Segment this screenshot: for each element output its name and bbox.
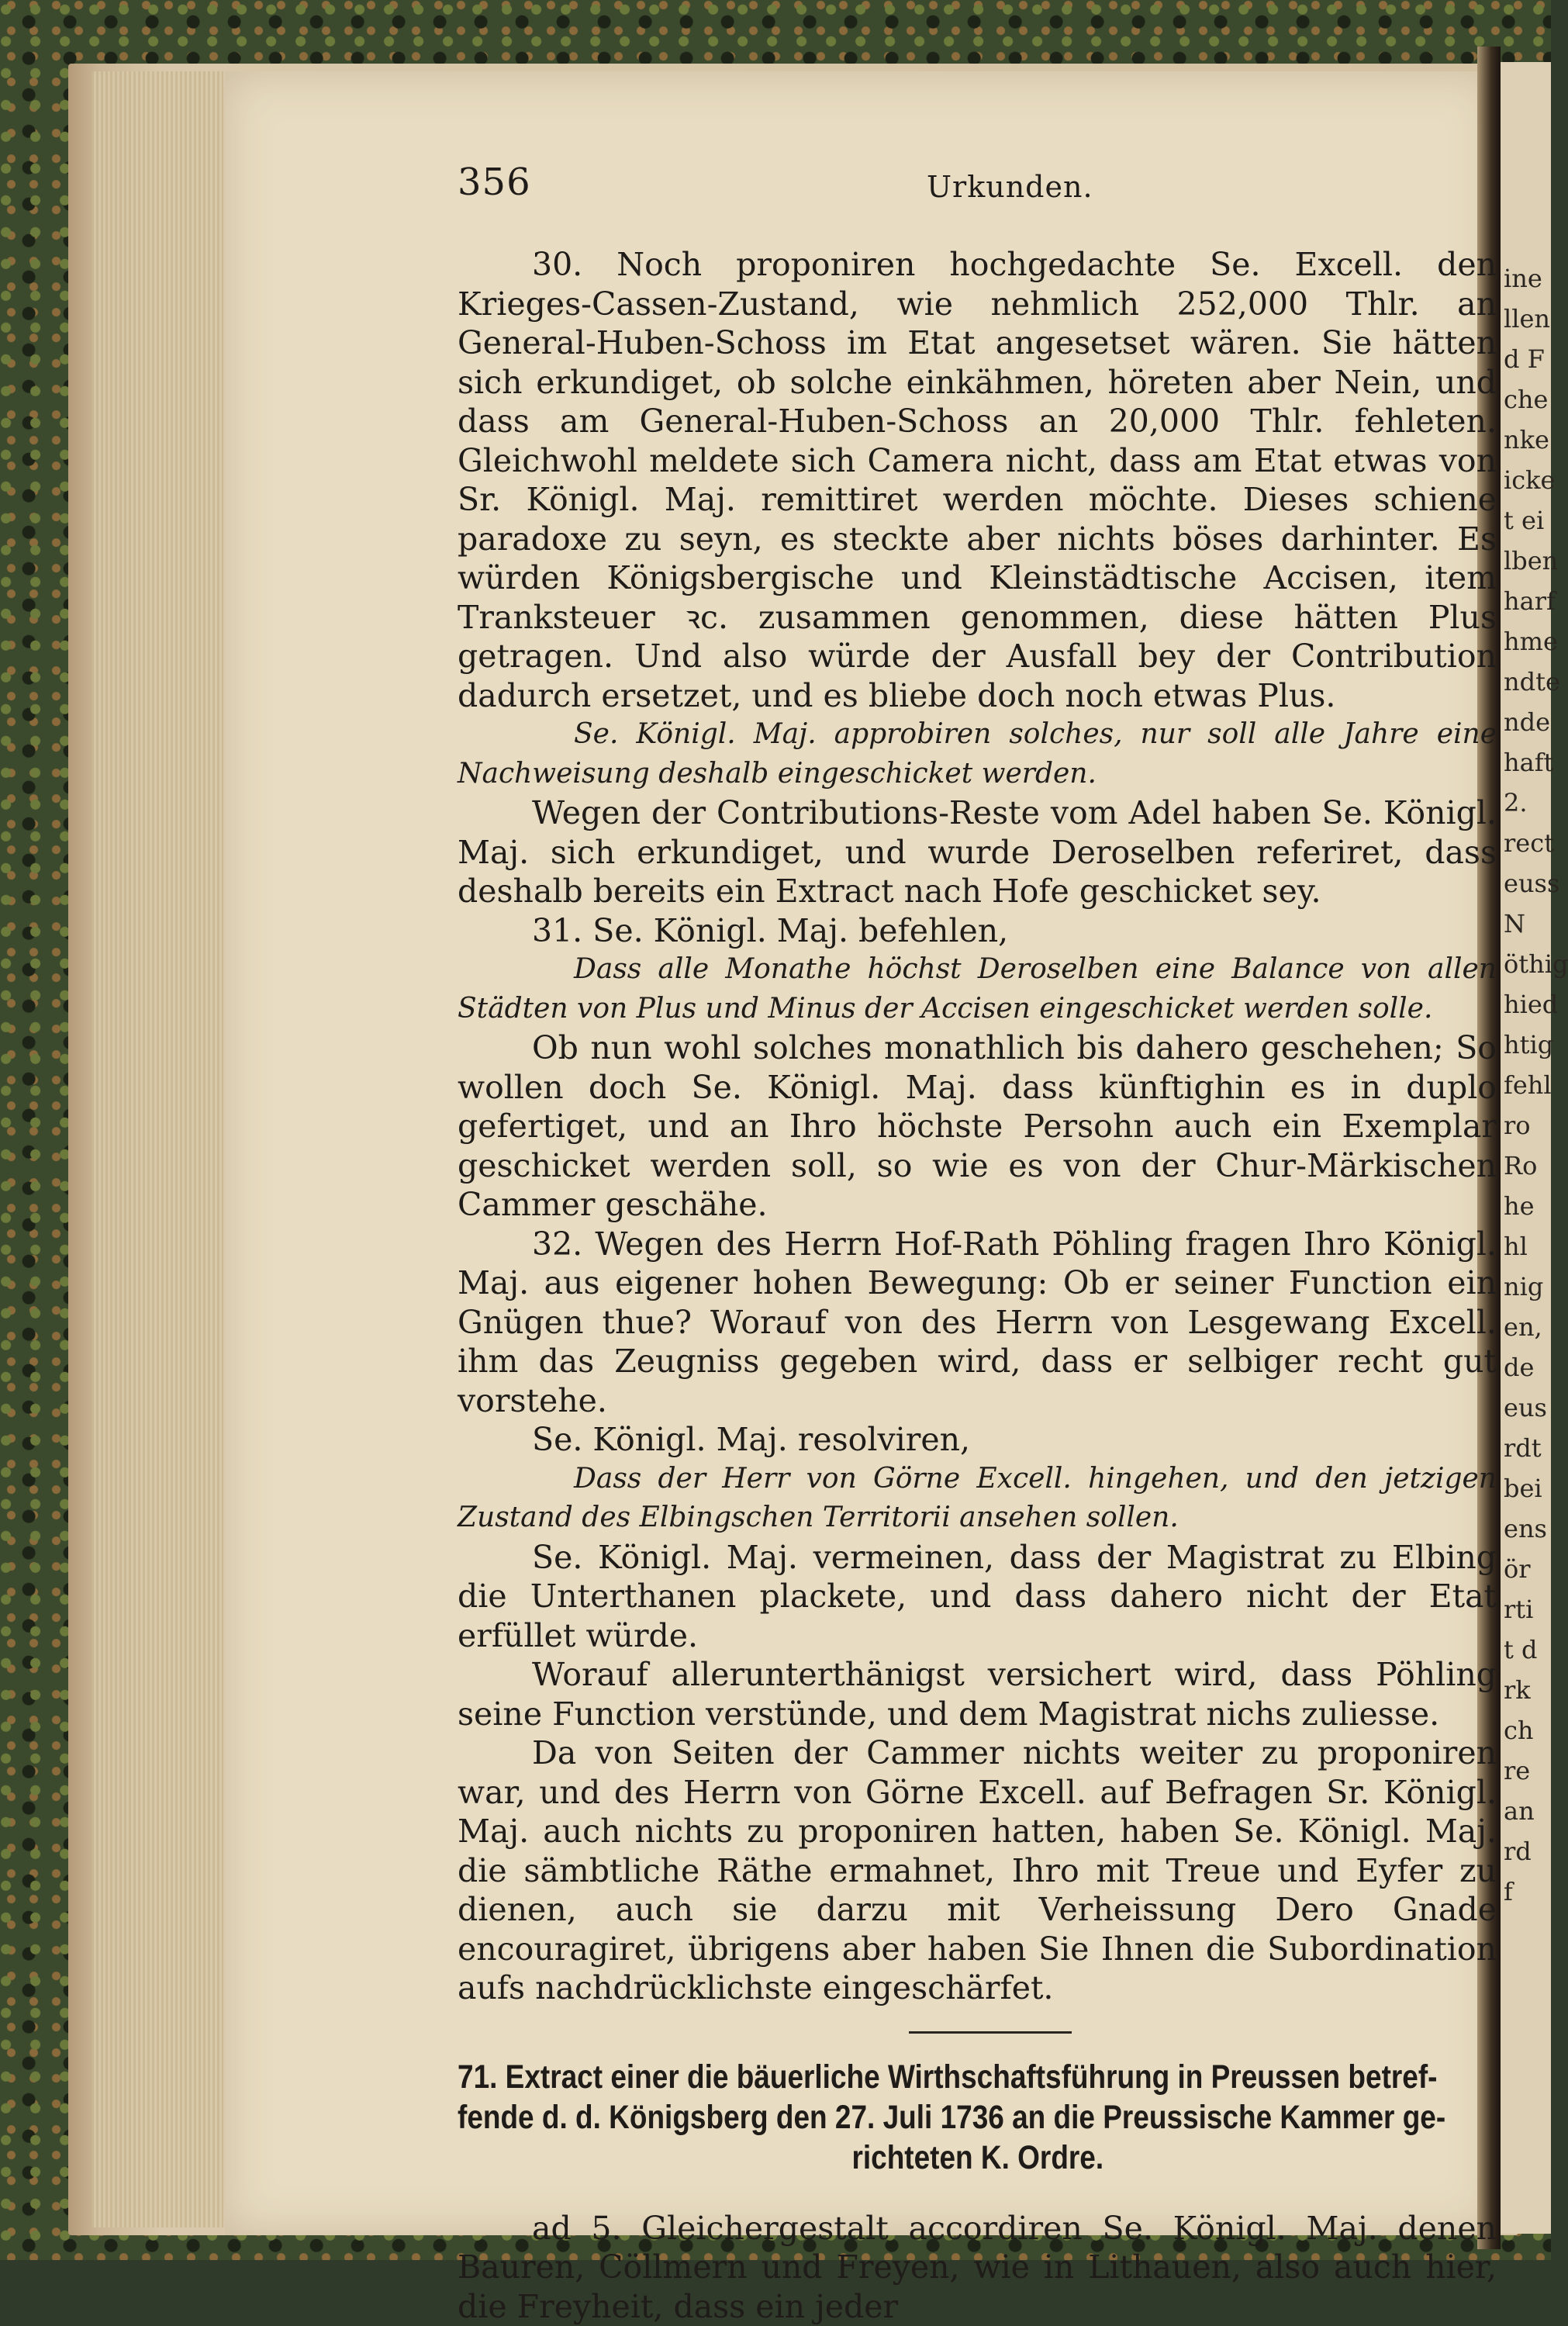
facing-page-text: che [1504,385,1548,414]
facing-page-text: nde [1504,707,1550,737]
paragraph-contributions-reste: Wegen der Contributions-Reste vom Adel haben Se. Königl. Maj. sich erkundiget, und wurde Deroselben referiret, dass deshalb bereits ein Extract nach Hofe geschicket sey. [458,793,1497,911]
facing-page-text: haft [1504,748,1553,777]
facing-page-text: d F [1504,344,1545,374]
facing-page-text: Ro [1504,1151,1537,1180]
paragraph-resolviren: Se. Königl. Maj. resolviren, [458,1420,1497,1460]
facing-page-text: fehl [1504,1070,1552,1100]
facing-page-text: hl [1504,1232,1528,1261]
section-title-line3: richteten K. Ordre. [458,2138,1498,2178]
facing-page-text: htig [1504,1030,1553,1059]
section-divider [909,2031,1072,2034]
facing-page-text: de [1504,1353,1534,1382]
facing-page-text: rd [1504,1837,1532,1866]
facing-page-text: t d [1504,1635,1538,1664]
facing-page-fragment [1501,62,1551,2234]
paragraph-closing: Da von Seiten der Cammer nichts weiter zu proponiren war, und des Herrn von Görne Excell. auf Befragen Sr. Königl. Maj. auch nichts zu proponiren hatten, haben Se. Königl. Maj. die sämbtliche Räthe ermahnet, Ihro mit Treue und Eyfer zu dienen, auch sie darzu mit Verheissung Dero Gnade encouragiret, übrigens aber haben Sie Ihnen die Subordination aufs nachdrücklichste eingeschärfet. [458,1733,1497,2008]
page-number: 356 [458,163,531,202]
facing-page-text: nke [1504,425,1549,454]
facing-page-text: ndte [1504,667,1560,696]
facing-page-text: an [1504,1796,1535,1826]
paragraph-poehling: Worauf allerunterthänigst versichert wird, dass Pöhling seine Function verstünde, und dem Magistrat nichs zuliesse. [458,1655,1497,1733]
paragraph-elbing: Se. Königl. Maj. vermeinen, dass der Magistrat zu Elbing die Unterthanen plackete, und dass dahero nicht der Etat erfüllet würde. [458,1538,1497,1656]
paragraph-31: 31. Se. Königl. Maj. befehlen, [458,911,1497,951]
facing-page-text: re [1504,1756,1530,1785]
section-71-title [458,2057,1498,2178]
facing-page-text: icke [1504,465,1555,495]
paragraph-duplo: Ob nun wohl solches monathlich bis dahero geschehen; So wollen doch Se. Königl. Maj. dass künftighin es in duplo gefertiget, und an Ihro höchste Persohn auch ein Exemplar geschicket werden soll, so wie es von der Chur-Märkischen Cammer geschähe. [458,1028,1497,1225]
paragraph-30: 30. Noch proponiren hochgedachte Se. Excell. den Krieges-Cassen-Zustand, wie nehmlich 252,000 Thlr. an General-Huben-Schoss im Etat angesetset wären. Sie hätten sich erkundiget, ob solche einkähmen, höreten aber Nein, und dass am General-Huben-Schoss an 20,000 Thlr. fehleten. Gleichwohl meldete sich Camera nicht, dass am Etat etwas von Sr. Königl. Maj. remittiret werden möchte. Dieses schiene paradoxe zu seyn, es steckte aber nichts böses darhinter. Es würden Königsbergische und Kleinstädtische Accisen, item Tranksteuer ꝛc. zusammen genommen, diese hätten Plus getragen. Und also würde der Ausfall bey der Contribution dadurch ersetzet, und es bliebe doch noch etwas Plus. [458,245,1497,715]
facing-page-text: N [1504,909,1525,938]
facing-page-text: eus [1504,1393,1547,1422]
facing-page-text: nig [1504,1272,1543,1301]
section-71-body: ad 5. Gleichergestalt accordiren Se. Königl. Maj. denen Bauren, Cöllmern und Freyen, wie in Lithauen, also auch hier, die Freyheit, dass ein jeder [458,2209,1497,2326]
facing-page-text: rti [1504,1595,1533,1624]
facing-page-text: hme [1504,627,1558,656]
section-title-line2: fende d. d. Königsberg den 27. Juli 1736 an die Preussische Kammer ge- [458,2097,1498,2138]
facing-page-text: he [1504,1191,1535,1221]
facing-page-text: llen [1504,304,1550,334]
facing-page-text: rdt [1504,1433,1542,1463]
page-header [458,163,1497,209]
resolution-balance: Dass alle Monathe höchst Deroselben eine Balance von allen Städten von Plus und Minus der Accisen eingeschicket werden solle. [458,950,1497,1028]
resolution-goerne: Dass der Herr von Görne Excell. hingehen, und den jetzigen Zustand des Elbingschen Territorii ansehen sollen. [458,1460,1497,1538]
facing-page-text: ör [1504,1554,1531,1584]
page-edges [92,71,223,2227]
facing-page-text: ch [1504,1716,1534,1745]
resolution-approbiren: Se. Königl. Maj. approbiren solches, nur soll alle Jahre eine Nachweisung deshalb eingeschicket werden. [458,715,1497,793]
facing-page-text: t ei [1504,506,1544,535]
running-head: Urkunden. [927,168,1093,207]
paragraph-32: 32. Wegen des Herrn Hof-Rath Pöhling fragen Ihro Königl. Maj. aus eigener hohen Bewegung: Ob er seiner Function ein Gnügen thue? Worauf von des Herrn von Lesgewang Excell. ihm das Zeugniss gegeben wird, dass er selbiger recht gut vorstehe. [458,1225,1497,1421]
facing-page-text: öthig [1504,949,1568,979]
facing-page-text: f [1504,1877,1513,1906]
facing-page-text: 2. [1504,788,1528,817]
facing-page-text: euss [1504,869,1559,898]
facing-page-text: harf [1504,586,1556,616]
facing-page-text: hied [1504,990,1558,1019]
section-title-line1: 71. Extract einer die bäuerliche Wirthschaftsführung in Preussen betref- [458,2058,1437,2096]
facing-page-text: rect [1504,828,1554,858]
facing-page-text: lben [1504,546,1558,575]
facing-page-text: bei [1504,1474,1542,1503]
facing-page-text: ens [1504,1514,1547,1543]
facing-page-text: ro [1504,1111,1531,1140]
page-content [458,163,1497,2326]
facing-page-text: ine [1504,264,1542,293]
facing-page-text: en, [1504,1312,1542,1342]
facing-page-text: rk [1504,1675,1531,1705]
